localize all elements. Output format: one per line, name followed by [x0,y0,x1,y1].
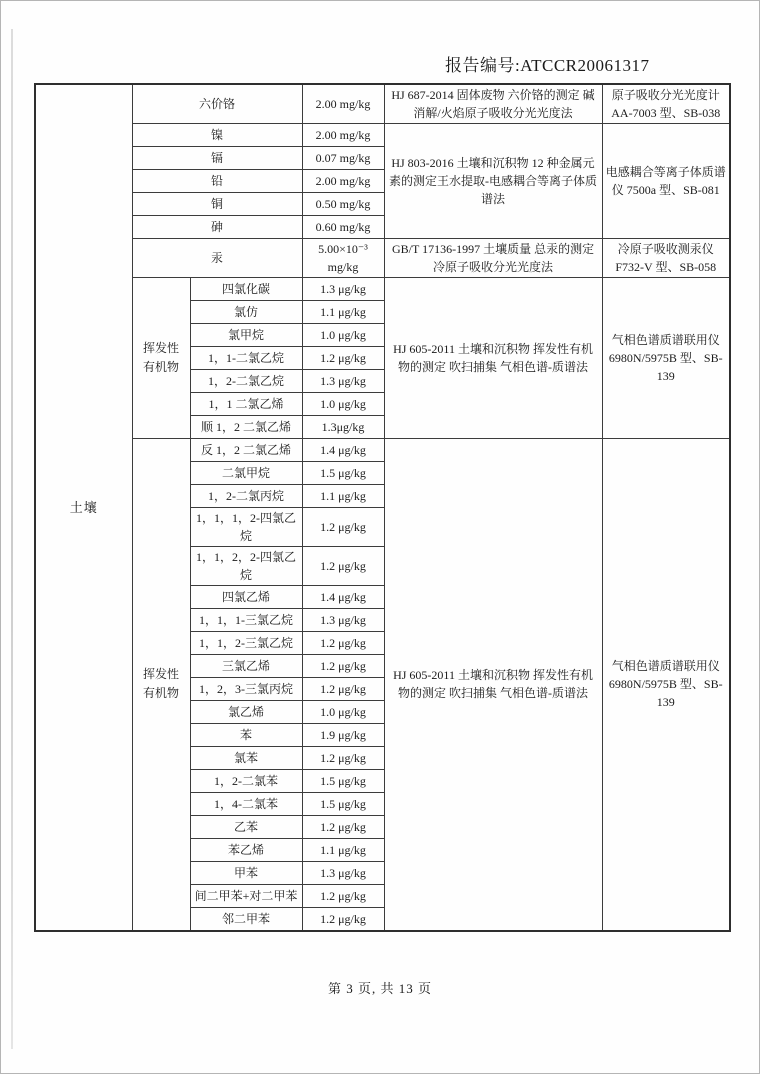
analyte-cell: 1，2-二氯乙烷 [190,370,302,393]
analyte-cell: 四氯乙烯 [190,586,302,609]
limit-cell: 1.5 μg/kg [302,462,384,485]
analyte-cell: 反 1，2 二氯乙烯 [190,439,302,462]
limit-cell: 2.00 mg/kg [302,84,384,124]
limit-cell: 1.4 μg/kg [302,586,384,609]
voc-group-label: 挥发性有机物 [143,667,180,701]
method-cell: HJ 687-2014 固体废物 六价铬的测定 碱消解/火焰原子吸收分光光度法 [384,84,602,124]
limit-cell: 1.2 μg/kg [302,908,384,931]
limit-cell: 1.0 μg/kg [302,324,384,347]
page-footer: 第 3 页, 共 13 页 [327,981,432,996]
method-cell: GB/T 17136-1997 土壤质量 总汞的测定 冷原子吸收分光光度法 [384,239,602,278]
report-number: 报告编号:ATCCR20061317 [445,56,650,75]
limit-cell: 1.3 μg/kg [302,278,384,301]
analyte-cell: 氯甲烷 [190,324,302,347]
limit-cell: 1.4 μg/kg [302,439,384,462]
limit-cell: 1.2 μg/kg [302,547,384,586]
table-row [35,439,730,462]
analyte-cell: 四氯化碳 [190,278,302,301]
limit-cell: 1.3μg/kg [302,416,384,439]
detection-limits-table [34,83,731,932]
analyte-cell: 乙苯 [190,816,302,839]
limit-cell: 1.2 μg/kg [302,632,384,655]
analyte-cell: 三氯乙烯 [190,655,302,678]
limit-cell: 1.3 μg/kg [302,862,384,885]
analyte-cell: 间二甲苯+对二甲苯 [190,885,302,908]
analyte-cell: 铜 [132,193,302,216]
analyte-cell: 1，1，1，2-四氯乙烷 [190,508,302,547]
limit-cell: 1.1 μg/kg [302,301,384,324]
limit-cell: 0.60 mg/kg [302,216,384,239]
table-row [35,124,730,147]
analyte-cell: 汞 [132,239,302,278]
limit-cell: 1.2 μg/kg [302,508,384,547]
limit-cell: 1.1 μg/kg [302,839,384,862]
analyte-cell: 1，1 二氯乙烯 [190,393,302,416]
analyte-cell: 苯乙烯 [190,839,302,862]
analyte-cell: 1，1，1-三氯乙烷 [190,609,302,632]
limit-cell: 1.1 μg/kg [302,485,384,508]
limit-cell: 5.00×10⁻³ mg/kg [302,239,384,278]
limit-cell: 1.3 μg/kg [302,609,384,632]
method-cell: HJ 605-2011 土壤和沉积物 挥发性有机物的测定 吹扫捕集 气相色谱-质谱法 [384,278,602,439]
analyte-cell: 氯苯 [190,747,302,770]
method-cell: HJ 605-2011 土壤和沉积物 挥发性有机物的测定 吹扫捕集 气相色谱-质谱法 [384,439,602,931]
limit-cell: 2.00 mg/kg [302,170,384,193]
analyte-cell: 1，2-二氯苯 [190,770,302,793]
voc-group-label: 挥发性有机物 [143,340,180,374]
method-cell: HJ 803-2016 土壤和沉积物 12 种金属元素的测定王水提取-电感耦合等离子体质谱法 [384,124,602,239]
analyte-cell: 1，2，3-三氯丙烷 [190,678,302,701]
analyte-cell: 氯仿 [190,301,302,324]
analyte-cell: 1，1，2-三氯乙烷 [190,632,302,655]
instrument-cell: 气相色谱质谱联用仪 6980N/5975B 型、SB-139 [602,439,730,931]
limit-cell: 1.5 μg/kg [302,793,384,816]
limit-cell: 1.2 μg/kg [302,747,384,770]
instrument-cell: 冷原子吸收测汞仪 F732-V 型、SB-058 [602,239,730,278]
instrument-cell: 原子吸收分光光度计 AA-7003 型、SB-038 [602,84,730,124]
limit-cell: 2.00 mg/kg [302,124,384,147]
analyte-cell: 砷 [132,216,302,239]
scan-edge-artifact [11,29,13,1049]
limit-cell: 1.2 μg/kg [302,678,384,701]
voc-group-cell [132,278,190,439]
analyte-cell: 1，2-二氯丙烷 [190,485,302,508]
table-row [35,84,730,124]
limit-cell: 1.0 μg/kg [302,701,384,724]
analyte-cell: 1，1，2，2-四氯乙烷 [190,547,302,586]
analyte-cell: 氯乙烯 [190,701,302,724]
analyte-cell: 镉 [132,147,302,170]
instrument-cell: 电感耦合等离子体质谱仪 7500a 型、SB-081 [602,124,730,239]
limit-cell: 0.50 mg/kg [302,193,384,216]
limit-cell: 1.3 μg/kg [302,370,384,393]
analyte-cell: 苯 [190,724,302,747]
analyte-cell: 六价铬 [132,84,302,124]
analyte-cell: 二氯甲烷 [190,462,302,485]
limit-cell: 0.07 mg/kg [302,147,384,170]
instrument-cell: 气相色谱质谱联用仪 6980N/5975B 型、SB-139 [602,278,730,439]
limit-cell: 1.9 μg/kg [302,724,384,747]
analyte-cell: 1，4-二氯苯 [190,793,302,816]
limit-cell: 1.2 μg/kg [302,885,384,908]
analyte-cell: 1，1-二氯乙烷 [190,347,302,370]
table-row [35,278,730,301]
limit-cell: 1.2 μg/kg [302,655,384,678]
limit-cell: 1.2 μg/kg [302,347,384,370]
analyte-cell: 甲苯 [190,862,302,885]
limit-cell: 1.5 μg/kg [302,770,384,793]
limit-cell: 1.0 μg/kg [302,393,384,416]
analyte-cell: 镍 [132,124,302,147]
limit-cell: 1.2 μg/kg [302,816,384,839]
sample-type-cell: 土壤 [35,84,132,931]
analyte-cell: 顺 1，2 二氯乙烯 [190,416,302,439]
analyte-cell: 铅 [132,170,302,193]
analyte-cell: 邻二甲苯 [190,908,302,931]
voc-group-cell [132,439,190,931]
table-row [35,239,730,278]
